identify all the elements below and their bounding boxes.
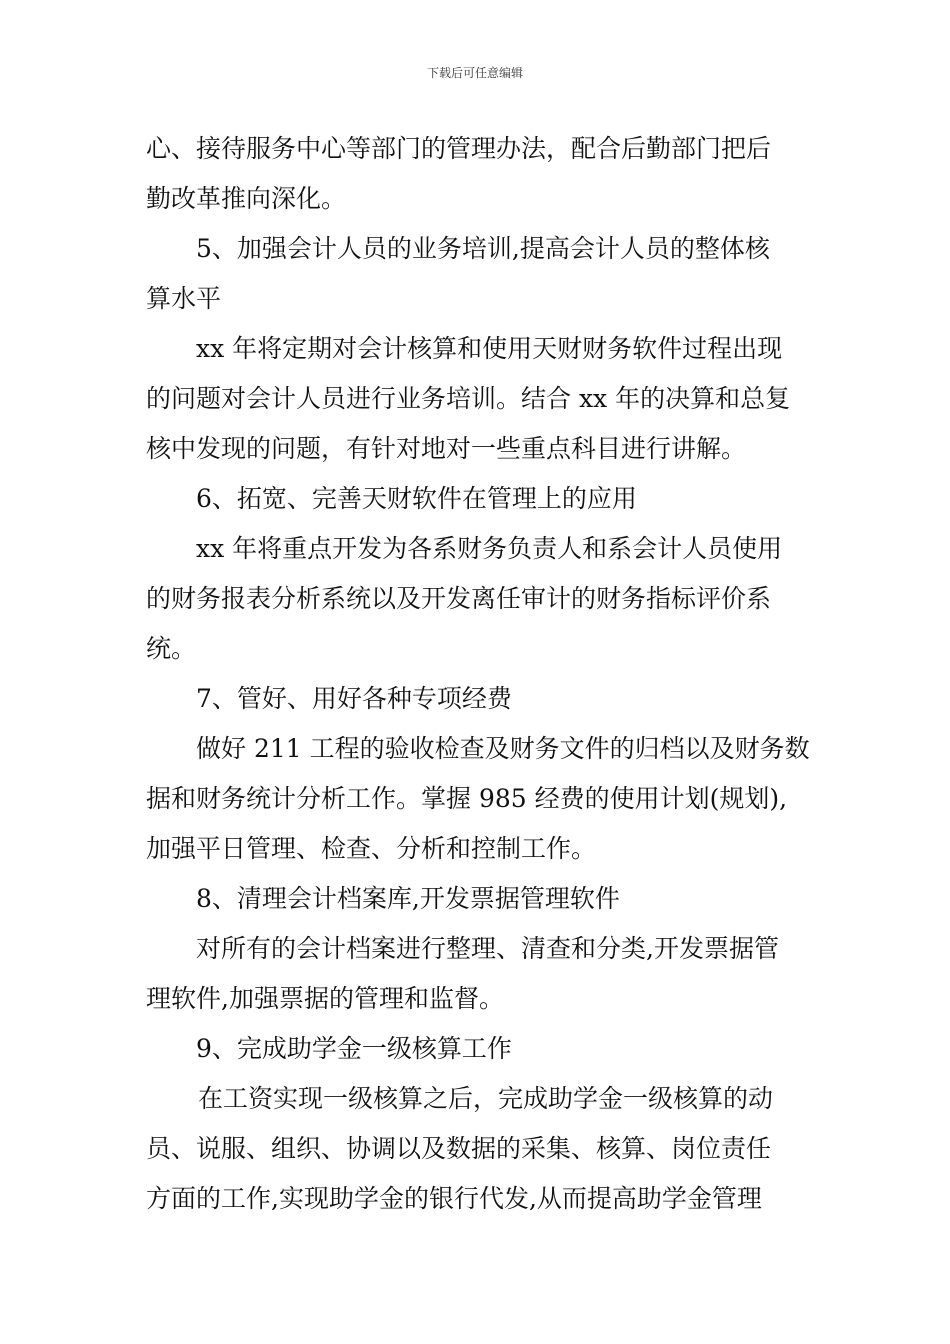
text-line: 对所有的会计档案进行整理、清查和分类,开发票据管 [196,934,779,963]
text-line: 勤改革推向深化。 [146,184,347,213]
text-line: 据和财务统计分析工作。掌握 985 经费的使用计划(规划), [146,784,788,813]
text-line: xx 年将定期对会计核算和使用天财财务软件过程出现 [196,334,783,363]
page-header: 下载后可任意编辑 [426,66,523,80]
text-line: 的问题对会计人员进行业务培训。结合 xx 年的决算和总复 [146,384,791,413]
text-line: 心、接待服务中心等部门的管理办法，配合后勤部门把后 [146,134,772,163]
text-line: 做好 211 工程的验收检查及财务文件的归档以及财务数 [196,734,810,763]
text-line: 在工资实现一级核算之后，完成助学金一级核算的动 [198,1084,774,1113]
text-line: xx 年将重点开发为各系财务负责人和系会计人员使用 [196,534,783,563]
section-heading: 9、完成助学金一级核算工作 [196,1034,512,1063]
text-line: 核中发现的问题，有针对地对一些重点科目进行讲解。 [146,434,747,463]
document-body [146,124,810,1224]
text-line: 理软件,加强票据的管理和监督。 [146,984,504,1013]
text-line: 统。 [146,634,197,663]
text-line: 算水平 [146,284,222,313]
section-heading: 5、加强会计人员的业务培训,提高会计人员的整体核 [196,234,770,263]
text-line: 员、说服、组织、协调以及数据的采集、核算、岗位责任 [146,1134,772,1163]
section-heading: 6、拓宽、完善天财软件在管理上的应用 [196,484,637,513]
text-line: 方面的工作,实现助学金的银行代发,从而提高助学金管理 [146,1184,762,1213]
text-line: 加强平日管理、检查、分析和控制工作。 [146,834,597,863]
section-heading: 8、清理会计档案库,开发票据管理软件 [196,884,620,913]
section-heading: 7、管好、用好各种专项经费 [196,684,512,713]
text-line: 的财务报表分析系统以及开发离任审计的财务指标评价系 [146,584,772,613]
